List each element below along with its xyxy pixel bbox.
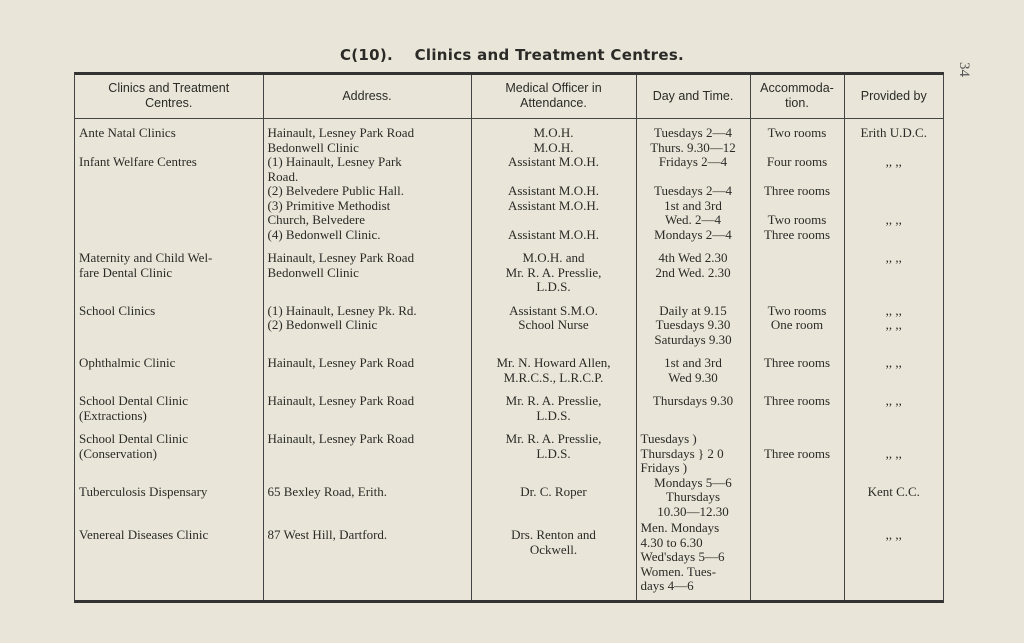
cell-officer: Assistant S.M.O. School Nurse [471, 295, 636, 348]
cell-accommodation [750, 519, 844, 600]
header-address: Address. [263, 75, 471, 119]
cell-clinic: School Clinics [75, 295, 263, 348]
cell-officer: Assistant M.O.H. Assistant M.O.H. Assistant M.O.H. [471, 184, 636, 242]
cell-address: (1) Hainault, Lesney Park Road. [263, 155, 471, 184]
cell-clinic: Tuberculosis Dispensary [75, 476, 263, 520]
header-officer: Medical Officer in Attendance. [471, 75, 636, 119]
cell-day-time: Mondays 5—6 Thursdays 10.30—12.30 [636, 476, 750, 520]
cell-provided-by: ,, ,, [885, 445, 902, 461]
table-row [75, 119, 943, 156]
cell-officer: Assistant M.O.H. [471, 155, 636, 184]
cell-officer: Mr. R. A. Presslie, L.D.S. [471, 423, 636, 476]
cell-clinic: Maternity and Child Wel- fare Dental Clinic [75, 242, 263, 295]
table-row [75, 385, 943, 423]
cell-provided-by: ,, ,, [885, 250, 902, 265]
cell-address: Hainault, Lesney Park Road Bedonwell Clinic [263, 242, 471, 295]
table-row [75, 295, 943, 348]
cell-officer: Dr. C. Roper [471, 476, 636, 520]
header-clinic: Clinics and Treatment Centres. [75, 75, 263, 119]
cell-address: Hainault, Lesney Park Road [263, 385, 471, 423]
page-title [0, 46, 1024, 64]
cell-day-time: Tuesdays ) Thursdays } 2 0 Fridays ) [636, 423, 750, 476]
cell-provided-by: ,, ,, [885, 154, 902, 169]
table-row [75, 155, 943, 184]
title-text: Clinics and Treatment Centres. [414, 46, 685, 64]
cell-day-time: Fridays 2—4 [636, 155, 750, 184]
table-row [75, 347, 943, 385]
cell-provided-by: Erith U.D.C. [860, 125, 927, 140]
table-row [75, 423, 943, 476]
header-accommodation: Accommoda- tion. [750, 75, 844, 119]
table-row [75, 519, 943, 600]
cell-clinic [75, 184, 263, 242]
clinics-table [75, 75, 943, 600]
header-day-time: Day and Time. [636, 75, 750, 119]
cell-provided-by: ,, ,, [885, 393, 902, 408]
cell-officer: Mr. R. A. Presslie, L.D.S. [471, 385, 636, 423]
cell-accommodation [750, 476, 844, 520]
cell-address: (2) Belvedere Public Hall. (3) Primitive Methodist Church, Belvedere (4) Bedonwell Clinic. [263, 184, 471, 242]
cell-day-time: Thursdays 9.30 [636, 385, 750, 423]
cell-day-time: 1st and 3rd Wed 9.30 [636, 347, 750, 385]
cell-address: (1) Hainault, Lesney Pk. Rd. (2) Bedonwell Clinic [263, 295, 471, 348]
cell-officer: Mr. N. Howard Allen, M.R.C.S., L.R.C.P. [471, 347, 636, 385]
cell-accommodation: Two rooms [750, 119, 844, 156]
cell-day-time: Tuesdays 2—4 1st and 3rd Wed. 2—4 Mondays 2—4 [636, 184, 750, 242]
cell-provided-by: Kent C.C. [867, 483, 920, 499]
cell-day-time: Daily at 9.15 Tuesdays 9.30 Saturdays 9.30 [636, 295, 750, 348]
cell-address: Hainault, Lesney Park Road [263, 423, 471, 476]
cell-day-time: Men. Mondays 4.30 to 6.30 Wed'sdays 5—6 Women. Tues- days 4—6 [636, 519, 750, 600]
cell-provided-by: ,, ,, [885, 212, 902, 227]
cell-day-time: Tuesdays 2—4 Thurs. 9.30—12 [636, 119, 750, 156]
table-row [75, 242, 943, 295]
cell-address: Hainault, Lesney Park Road [263, 347, 471, 385]
cell-clinic: School Dental Clinic (Extractions) [75, 385, 263, 423]
cell-day-time: 4th Wed 2.30 2nd Wed. 2.30 [636, 242, 750, 295]
cell-accommodation: Three rooms Two rooms Three rooms [750, 184, 844, 242]
cell-accommodation: Four rooms [750, 155, 844, 184]
cell-clinic: School Dental Clinic (Conservation) [75, 423, 263, 476]
cell-address: 65 Bexley Road, Erith. [263, 476, 471, 520]
clinics-table-frame [74, 72, 944, 603]
cell-provided-by: ,, ,, [885, 527, 902, 542]
cell-accommodation: Two rooms One room [750, 295, 844, 348]
cell-provided-by: ,, ,, [885, 355, 902, 370]
cell-clinic: Ante Natal Clinics [75, 119, 263, 156]
cell-officer: M.O.H. M.O.H. [471, 119, 636, 156]
cell-clinic: Venereal Diseases Clinic [75, 519, 263, 600]
table-row [75, 184, 943, 242]
cell-clinic: Infant Welfare Centres [75, 155, 263, 184]
cell-accommodation: Three rooms [750, 385, 844, 423]
title-code: C(10). [339, 46, 394, 64]
page-number: 34 [956, 62, 972, 77]
table-row [75, 476, 943, 520]
cell-address: Hainault, Lesney Park Road Bedonwell Clinic [263, 119, 471, 156]
cell-officer: M.O.H. and Mr. R. A. Presslie, L.D.S. [471, 242, 636, 295]
header-provided-by: Provided by [844, 75, 943, 119]
cell-accommodation: Three rooms [750, 347, 844, 385]
cell-clinic: Ophthalmic Clinic [75, 347, 263, 385]
header-row [75, 75, 943, 119]
cell-accommodation [750, 242, 844, 295]
cell-provided-by: ,, ,, ,, ,, [885, 302, 902, 332]
cell-officer: Drs. Renton and Ockwell. [471, 519, 636, 600]
cell-accommodation: Three rooms [750, 423, 844, 476]
cell-address: 87 West Hill, Dartford. [263, 519, 471, 600]
